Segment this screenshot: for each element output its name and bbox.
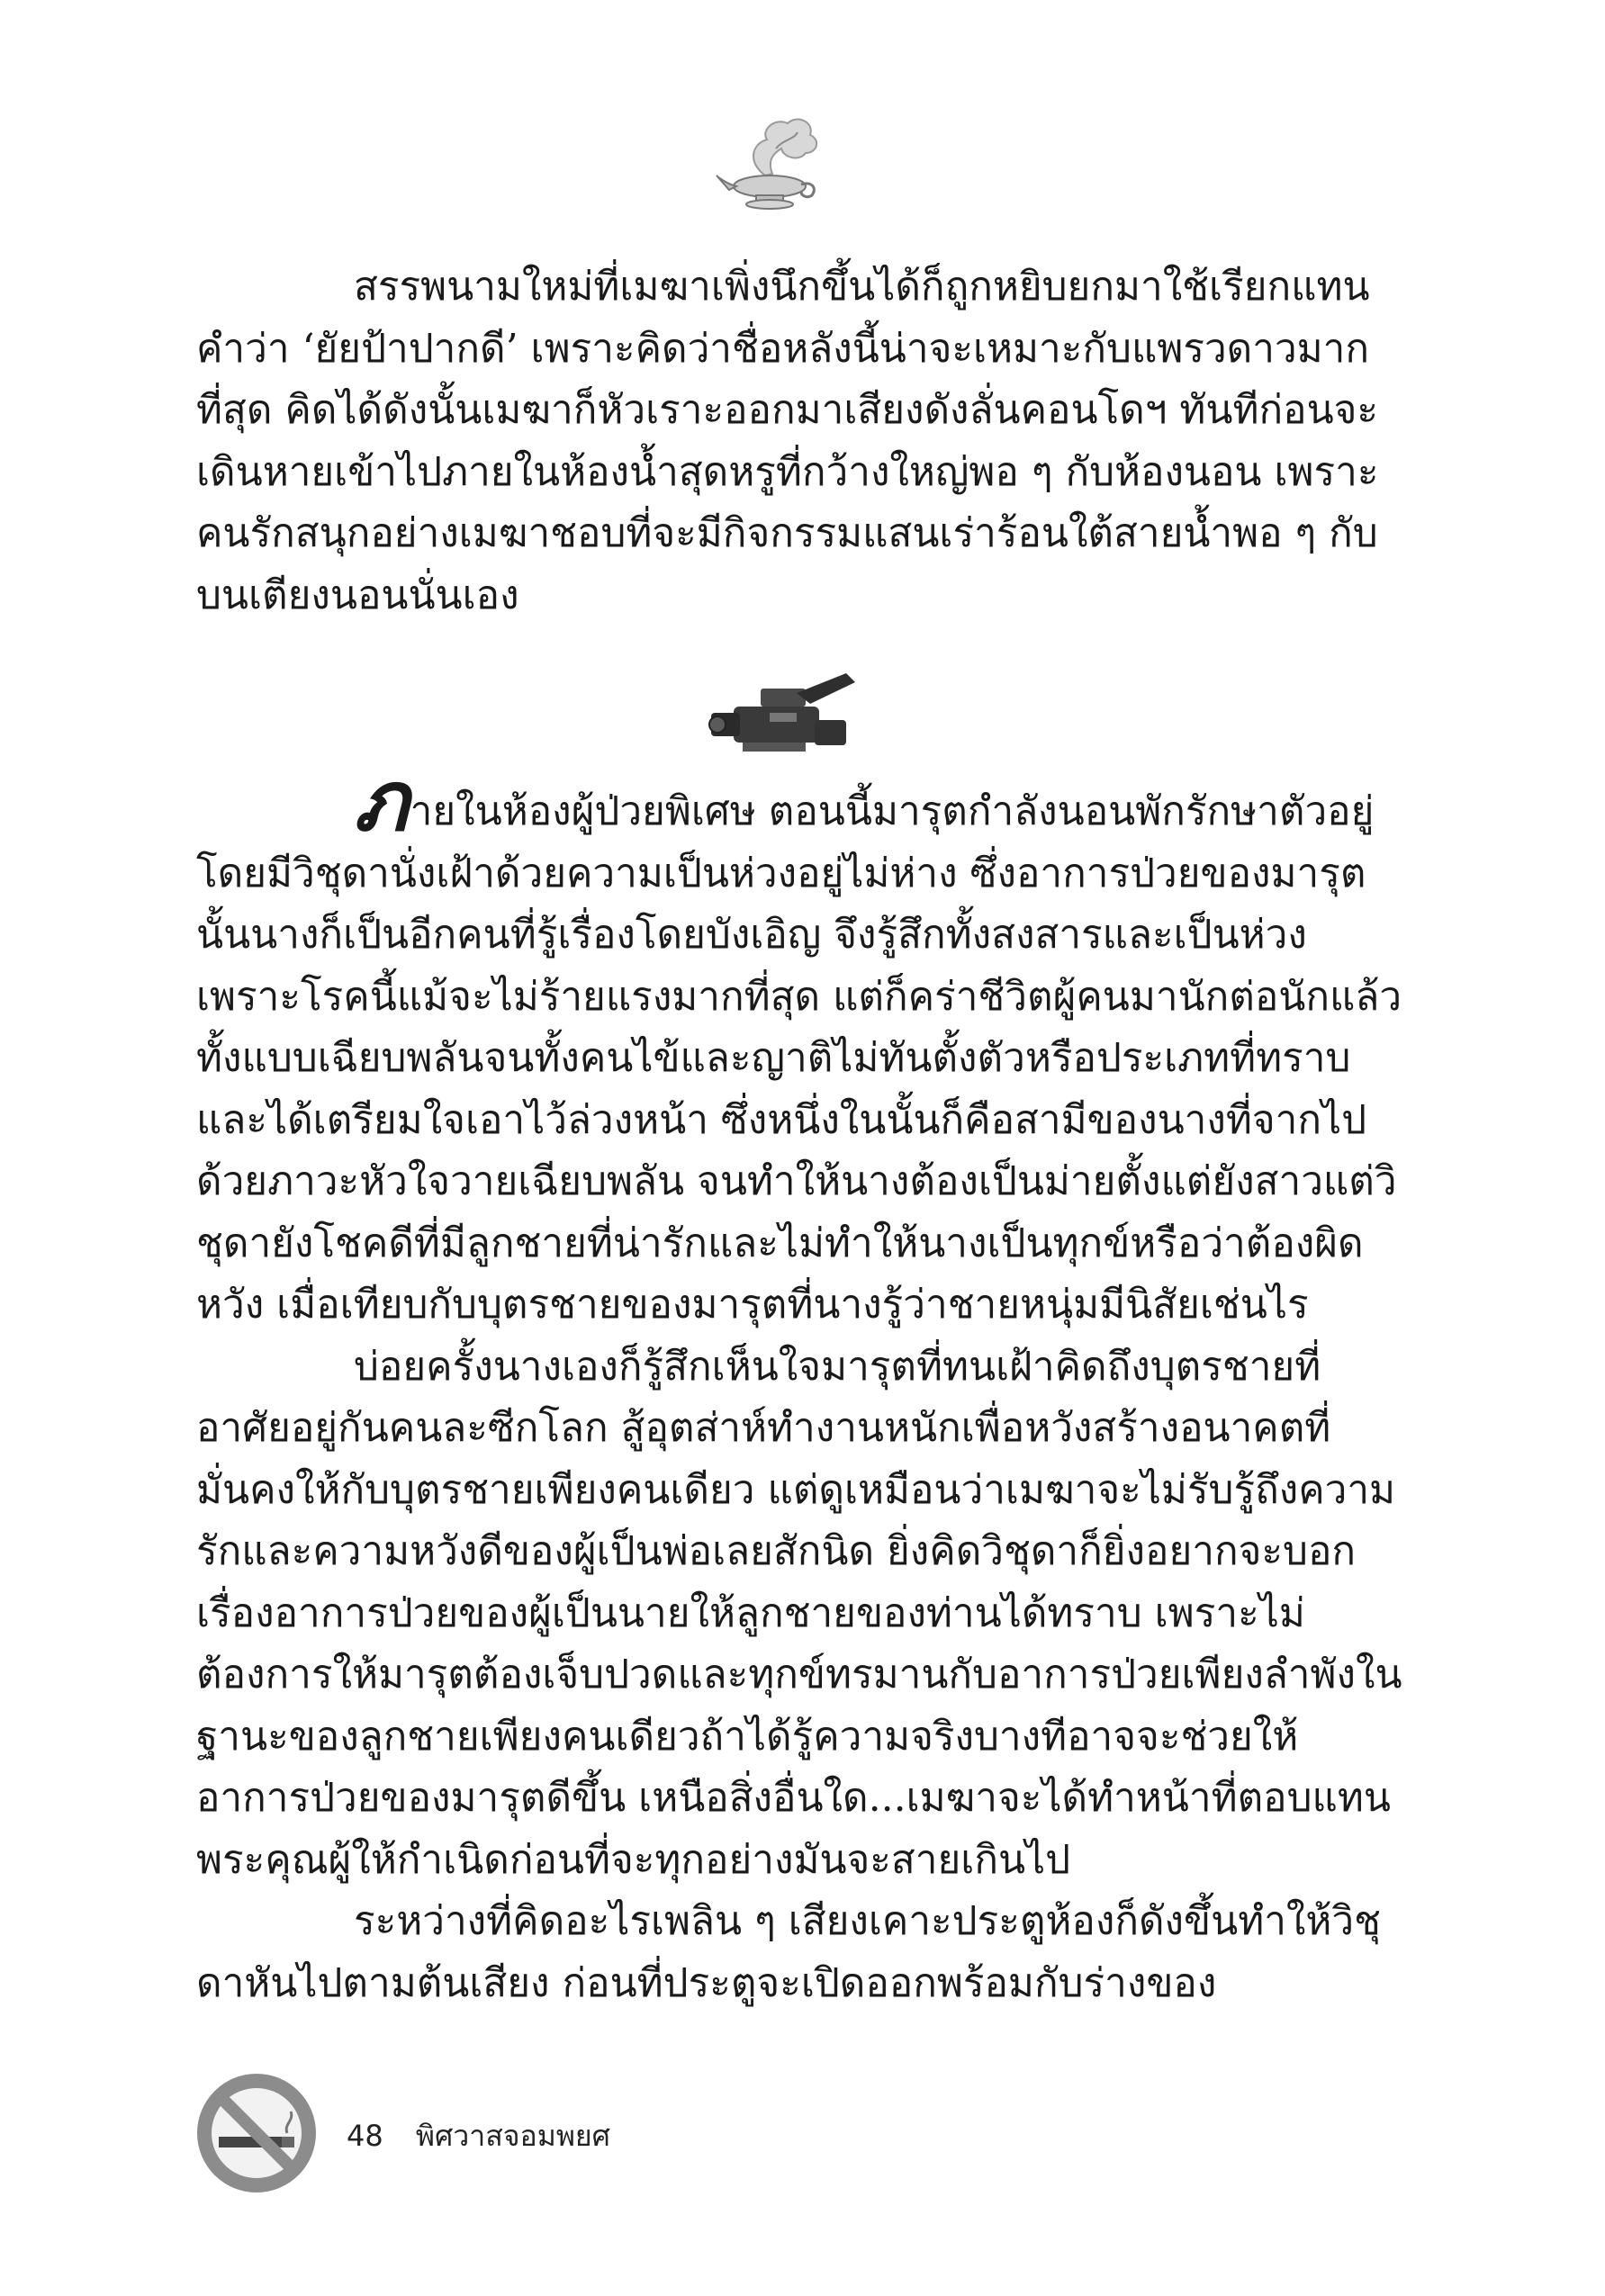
book-title: พิศวาสจอมพยศ bbox=[415, 2119, 610, 2153]
paragraph: ระหว่างที่คิดอะไรเพลิน ๆ เสียงเคาะประตูห้องก็ดังขึ้นทำให้วิชุดาหันไปตามต้นเสียง ก่อนที่ประตูจะเปิดออกพร้อมกับร่างของ bbox=[196, 1898, 1381, 2006]
dropcap-letter: ภ bbox=[354, 752, 409, 850]
magic-lamp-icon bbox=[711, 113, 828, 212]
section-one-text bbox=[196, 257, 1402, 626]
no-smoking-icon bbox=[194, 2070, 320, 2196]
video-camera-icon bbox=[707, 666, 860, 765]
page-number: 48 bbox=[347, 2119, 383, 2153]
paragraph: บ่อยครั้งนางเองก็รู้สึกเห็นใจมารุตที่ทนเฝ้าคิดถึงบุตรชายที่อาศัยอยู่กันคนละซีกโลก สู้อุตส่าห์ทำงานหนักเพื่อหวังสร้างอนาคตที่มั่นคงให้กับบุตรชายเพียงคนเดียว แต่ดูเหมือนว่าเมฆาจะไม่รับรู้ถึงความรักและความหวังดีของผู้เป็นพ่อเลยสักนิด ยิ่งคิดวิชุดาก็ยิ่งอยากจะบอกเรื่องอาการป่วยของผู้เป็นนายให้ลูกชายของท่านได้ทราบ เพราะไม่ต้องการให้มารุตต้องเจ็บปวดและทุกข์ทรมานกับอาการป่วยเพียงลำพังในฐานะของลูกชายเพียงคนเดียวถ้าได้รู้ความจริงบางทีอาจจะช่วยให้อาการป่วยของมารุตดีขึ้น เหนือสิ่งอื่นใด...เมฆาจะได้ทำหน้าที่ตอบแทนพระคุณผู้ให้กำเนิดก่อนที่จะทุกอย่างมันจะสายเกินไป bbox=[196, 1343, 1402, 1883]
page-footer bbox=[347, 2113, 634, 2159]
paragraph-text: ายในห้องผู้ป่วยพิเศษ ตอนนี้มารุตกำลังนอนพักรักษาตัวอยู่โดยมีวิชุดานั่งเฝ้าด้วยความเป็นห่วงอยู่ไม่ห่าง ซึ่งอาการป่วยของมารุตนั้นนางก็เป็นอีกคนที่รู้เรื่องโดยบังเอิญ จึงรู้สึกทั้งสงสารและเป็นห่วง เพราะโรคนี้แม้จะไม่ร้ายแรงมากที่สุด แต่ก็คร่าชีวิตผู้คนมานักต่อนักแล้วทั้งแบบเฉียบพลันจนทั้งคนไข้และญาติไม่ทันตั้งตัวหรือประเภทที่ทราบและได้เตรียมใจเอาไว้ล่วงหน้า ซึ่งหนึ่งในนั้นก็คือสามีของนางที่จากไปด้วยภาวะหัวใจวายเฉียบพลัน จนทำให้นางต้องเป็นม่ายตั้งแต่ยังสาวแต่วิชุดายังโชคดีที่มีลูกชายที่น่ารักและไม่ทำให้นางเป็นทุกข์หรือว่าต้องผิดหวัง เมื่อเทียบกับบุตรชายของมารุตที่นางรู้ว่าชายหนุ่มมีนิสัยเช่นไร bbox=[196, 788, 1402, 1328]
section-two-text bbox=[196, 752, 1402, 2014]
paragraph-with-dropcap bbox=[196, 752, 1402, 1337]
paragraph: สรรพนามใหม่ที่เมฆาเพิ่งนึกขึ้นได้ก็ถูกหยิบยกมาใช้เรียกแทนคำว่า ‘ยัยป้าปากดี’ เพราะคิดว่าชื่อหลังนี้น่าจะเหมาะกับแพรวดาวมากที่สุด คิดได้ดังนั้นเมฆาก็หัวเราะออกมาเสียงดังลั่นคอนโดฯ ทันทีก่อนจะเดินหายเข้าไปภายในห้องน้ำสุดหรูที่กว้างใหญ่พอ ๆ กับห้องนอน เพราะคนรักสนุกอย่างเมฆาชอบที่จะมีกิจกรรมแสนเร่าร้อนใต้สายน้ำพอ ๆ กับบนเตียงนอนนั่นเอง bbox=[196, 264, 1379, 618]
